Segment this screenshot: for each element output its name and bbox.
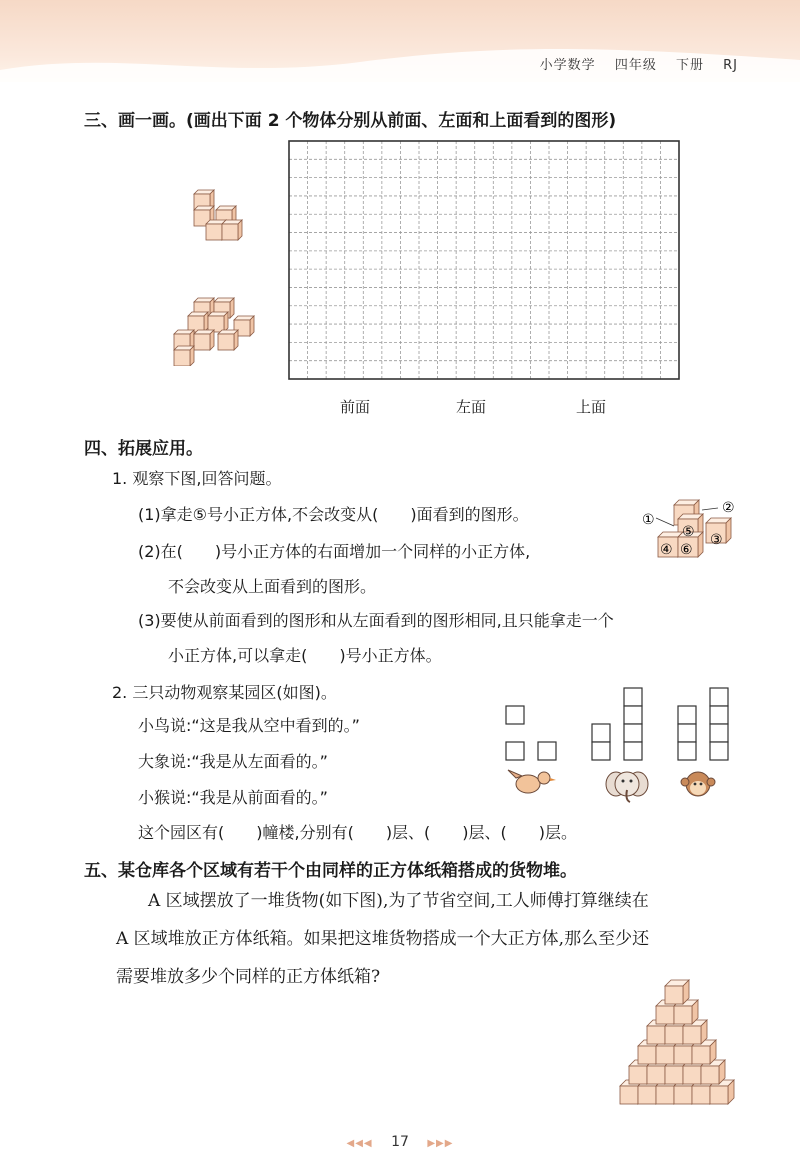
book-subject: 小学数学 [539,58,596,73]
book-info [526,54,738,73]
label-front-view: 前面 [340,398,371,416]
section-5-line-1: A 区域摆放了一堆货物(如下图),为了节省空间,工人师傅打算继续在 [148,891,649,911]
footer-right-arrows: ▶▶▶ [427,1138,454,1149]
section-5-title: 五、某仓库各个区域有若干个由同样的正方体纸箱搭成的货物堆。 [84,861,577,881]
section-5-line-2: A 区域堆放正方体纸箱。如果把这堆货物搭成一个大正方体,那么至少还 [116,929,650,949]
section-4-title: 四、拓展应用。 [84,439,203,459]
cube-label-6: ⑥ [680,542,693,558]
cube-label-2: ② [722,500,735,516]
elephant-icon [606,772,648,802]
label-left-view: 左面 [456,398,487,416]
question-1-part-3b: 小正方体,可以拿走( )号小正方体。 [168,646,442,665]
monkey-says: 小猴说:“我是从前面看的。” [138,788,328,807]
question-1-part-2a: (2)在( )号小正方体的右面增加一个同样的小正方体, [138,542,531,561]
cube-label-3: ③ [710,532,723,548]
question-2-title: 2. 三只动物观察某园区(如图)。 [112,683,337,702]
cargo-stack-figure [618,956,768,1108]
three-views-figure [498,680,748,810]
bird-icon [508,770,556,793]
elephant-says: 大象说:“我是从左面看的。” [138,752,328,771]
question-1-title: 1. 观察下图,回答问题。 [112,469,282,488]
cargo-box [665,980,689,1004]
question-1-part-1: (1)拿走⑤号小正方体,不会改变从( )面看到的图形。 [138,505,529,524]
book-edition: RJ [723,58,738,73]
section-3-title: 三、画一画。(画出下面 2 个物体分别从前面、左面和上面看到的图形) [84,111,617,131]
drawing-grid[interactable] [288,140,682,380]
label-top-view: 上面 [576,398,607,416]
cube-object-a-figure [188,188,248,244]
book-volume: 下册 [675,58,704,73]
numbered-cubes-figure [640,496,744,560]
question-1-part-2b: 不会改变从上面看到的图形。 [168,577,377,596]
section-5-line-3: 需要堆放多少个同样的正方体纸箱? [116,967,381,987]
cube-label-1: ① [642,512,655,528]
question-1-part-3a: (3)要使从前面看到的图形和从左面看到的图形相同,且只能拿走一个 [138,611,614,630]
monkey-icon [681,772,715,796]
footer-left-arrows: ◀◀◀ [346,1138,373,1149]
question-2-answer-line: 这个园区有( )幢楼,分别有( )层、( )层、( )层。 [138,823,578,842]
page-number: 17 [391,1134,409,1150]
book-grade: 四年级 [614,58,657,73]
cube-label-4: ④ [660,542,673,558]
cube-object-b-figure [168,294,264,366]
page-footer [0,1134,800,1150]
cube-label-5: ⑤ [682,524,695,540]
bird-says: 小鸟说:“这是我从空中看到的。” [138,716,360,735]
